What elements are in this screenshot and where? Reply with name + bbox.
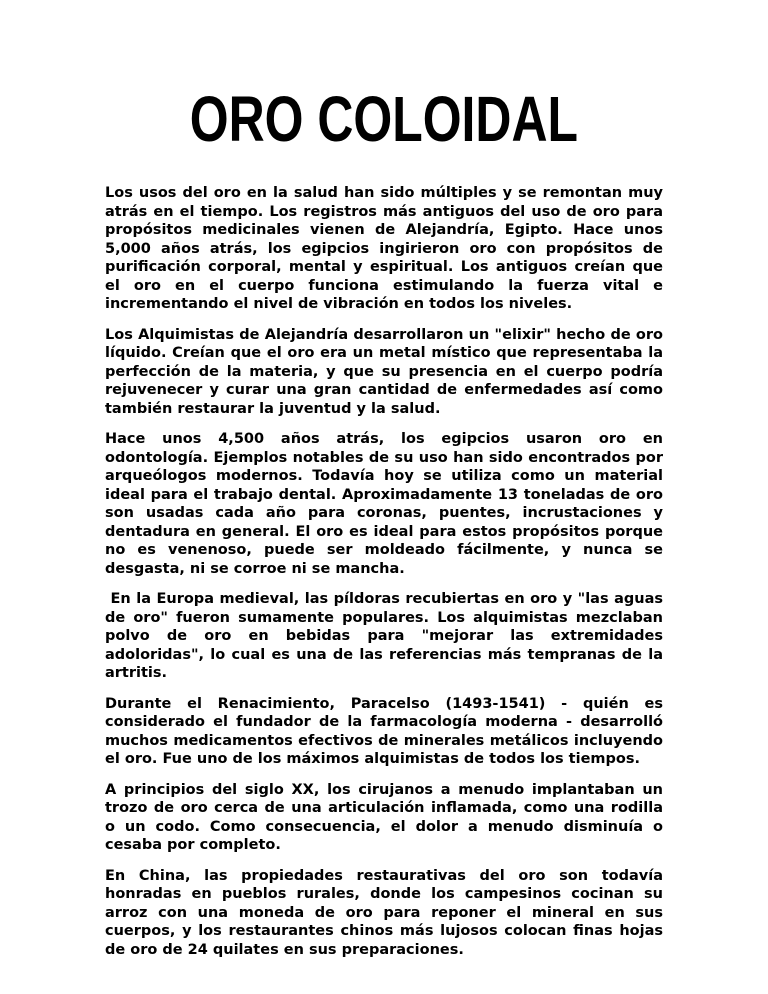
document-title-text: ORO COLOIDAL xyxy=(189,83,579,155)
paragraph-medieval-europe: En la Europa medieval, las píldoras recubiertas en oro y "las aguas de oro" fueron sumamente populares. Los alquimistas mezclaban polvo de oro en bebidas para "mejorar las extremidades adoloridas", lo cual es una de las referencias más tempranas de la artritis. xyxy=(105,591,669,681)
paragraph-history-of-gold-uses: Los usos del oro en la salud han sido múltiples y se remontan muy atrás en el tiempo. Los registros más antiguos del uso de oro para propósitos medicinales vienen de Alejandría, Egipto. Hace unos 5,000 años atrás, los egipcios ingirieron oro con propósitos de purificación corporal, mental y espiritual. Los antiguos creían que el oro en el cuerpo funciona estimulando la fuerza vital e incrementando el nivel de vibración en todos los niveles. xyxy=(105,185,669,312)
paragraph-renaissance-paracelso: Durante el Renacimiento, Paracelso (1493-1541) - quién es considerado el fundador de la farmacología moderna - desarrolló muchos medicamentos efectivos de minerales metálicos incluyendo el oro. Fue uno de los máximos alquimistas de todos los tiempos. xyxy=(105,695,669,767)
paragraph-egyptian-dentistry: Hace unos 4,500 años atrás, los egipcios usaron oro en odontología. Ejemplos notables de su uso han sido encontrados por arqueólogos modernos. Todavía hoy se utiliza como un material ideal para el trabajo dental. Aproximadamente 13 toneladas de oro son usadas cada año para coronas, puentes, incrustaciones y dentadura en general. El oro es ideal para estos propósitos porque no es venenoso, puede ser moldeado fácilmente, y nunca se desgasta, ni se corroe ni se mancha. xyxy=(105,431,669,577)
paragraph-20th-century-surgeons: A principios del siglo XX, los cirujanos a menudo implantaban un trozo de oro cerca de una articulación inflamada, como una rodilla o un codo. Como consecuencia, el dolor a menudo disminuía o cesaba por completo. xyxy=(105,781,669,853)
document-title xyxy=(105,83,663,155)
paragraph-alchemists-elixir: Los Alquimistas de Alejandría desarrollaron un "elixir" hecho de oro líquido. Creían que el oro era un metal místico que representaba la perfección de la materia, y que su presencia en el cuerpo podría rejuvenecer y curar una gran cantidad de enfermedades así como también restaurar la juventud y la salud. xyxy=(105,326,669,417)
document-body xyxy=(105,184,669,959)
paragraph-china-traditions: En China, las propiedades restaurativas del oro son todavía honradas en pueblos rurales, donde los campesinos cocinan su arroz con una moneda de oro para reponer el mineral en sus cuerpos, y los restaurantes chinos más lujosos colocan finas hojas de oro de 24 quilates en sus preparaciones. xyxy=(105,867,669,958)
